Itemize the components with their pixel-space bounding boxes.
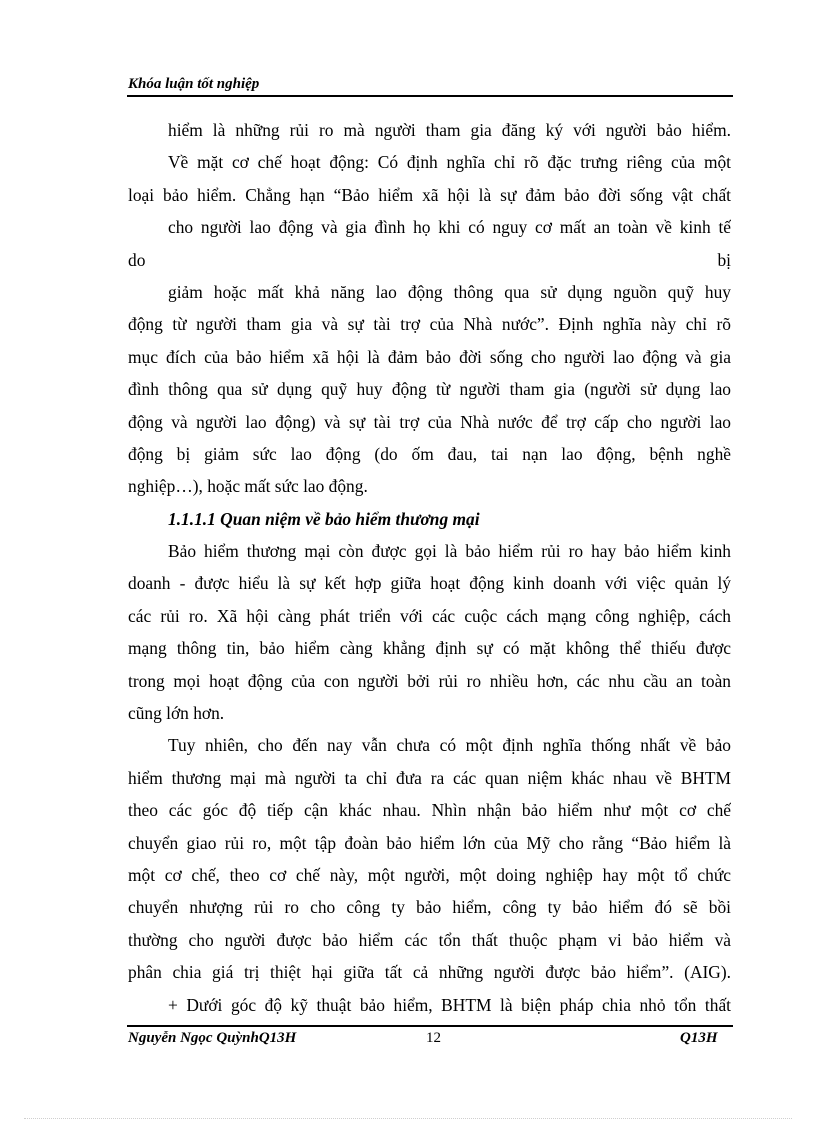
- page-number: 12: [426, 1030, 441, 1046]
- body-line: trong mọi hoạt động của con người bởi rủi ro nhiều hơn, các nhu cầu an toàn: [128, 670, 731, 691]
- body-line: loại bảo hiểm. Chẳng hạn “Bảo hiểm xã hội là sự đảm bảo đời sống vật chất: [128, 184, 731, 205]
- body-text: [128, 114, 731, 1021]
- body-line: động từ người tham gia và sự tài trợ của Nhà nước”. Định nghĩa này chỉ rõ: [128, 314, 731, 335]
- body-line: theo các góc độ tiếp cận khác nhau. Nhìn nhận bảo hiểm như một cơ chế: [128, 800, 731, 821]
- body-line: Bảo hiểm thương mại còn được gọi là bảo hiểm rủi ro hay bảo hiểm kinh: [168, 541, 731, 562]
- body-line: giảm hoặc mất khả năng lao động thông qua sử dụng nguồn quỹ huy: [168, 281, 731, 302]
- body-line: các rủi ro. Xã hội càng phát triển với các cuộc cách mạng công nghiệp, cách: [128, 605, 731, 626]
- body-line: mục đích của bảo hiểm xã hội là đảm bảo đời sống cho người lao động và gia: [128, 346, 731, 367]
- header-rule: [127, 95, 733, 97]
- body-line: đình thông qua sử dụng quỹ huy động từ người tham gia (người sử dụng lao: [128, 379, 731, 400]
- body-line-split: [128, 244, 731, 276]
- body-line: nghiệp…), hoặc mất sức lao động.: [128, 476, 368, 497]
- body-line: cho người lao động và gia đình họ khi có nguy cơ mất an toàn về kinh tế: [168, 217, 731, 238]
- body-line: một cơ chế, theo cơ chế này, một người, một doing nghiệp hay một tổ chức: [128, 864, 731, 885]
- page-edge-divider: [24, 1118, 792, 1119]
- body-line: hiểm là những rủi ro mà người tham gia đăng ký với người bảo hiểm.: [168, 120, 731, 140]
- body-line: động bị giảm sức lao động (do ốm đau, tai nạn lao động, bệnh nghề: [128, 443, 731, 464]
- header-title: Khóa luận tốt nghiệp: [128, 76, 260, 92]
- body-line: doanh - được hiểu là sự kết hợp giữa hoạt động kinh doanh với việc quản lý: [128, 573, 731, 594]
- body-line: chuyển giao rủi ro, một tập đoàn bảo hiểm lớn của Mỹ cho rằng “Bảo hiểm là: [128, 832, 731, 853]
- body-line: + Dưới góc độ kỹ thuật bảo hiểm, BHTM là biện pháp chia nhỏ tổn thất: [168, 994, 731, 1015]
- body-line: thường cho người được bảo hiểm các tổn thất thuộc phạm vi bảo hiểm và: [128, 929, 731, 950]
- body-line-fragment-right: bị: [717, 249, 731, 270]
- body-line: Về mặt cơ chế hoạt động: Có định nghĩa chỉ rõ đặc trưng riêng của một: [168, 152, 731, 173]
- body-line-fragment-left: do: [128, 249, 146, 270]
- body-line: cũng lớn hơn.: [128, 703, 225, 724]
- body-line: động và người lao động) và sự tài trợ của Nhà nước để trợ cấp cho người lao: [128, 411, 731, 432]
- body-line: hiểm thương mại mà người ta chỉ đưa ra các quan niệm khác nhau về BHTM: [128, 767, 731, 788]
- footer-rule: [127, 1025, 733, 1027]
- body-line: chuyển nhượng rủi ro cho công ty bảo hiểm, công ty bảo hiểm đó sẽ bồi: [128, 897, 731, 918]
- footer-author: Nguyễn Ngọc QuỳnhQ13H: [128, 1030, 297, 1046]
- footer-class-code: Q13H: [680, 1030, 718, 1046]
- section-heading: 1.1.1.1 Quan niệm về bảo hiểm thương mại: [168, 508, 480, 529]
- body-line: phân chia giá trị thiệt hại giữa tất cả những người được bảo hiểm”. (AIG).: [128, 962, 731, 983]
- body-line: Tuy nhiên, cho đến nay vẫn chưa có một định nghĩa thống nhất về bảo: [168, 735, 731, 756]
- body-line: mạng thông tin, bảo hiểm càng khẳng định sự có mặt không thể thiếu được: [128, 638, 731, 659]
